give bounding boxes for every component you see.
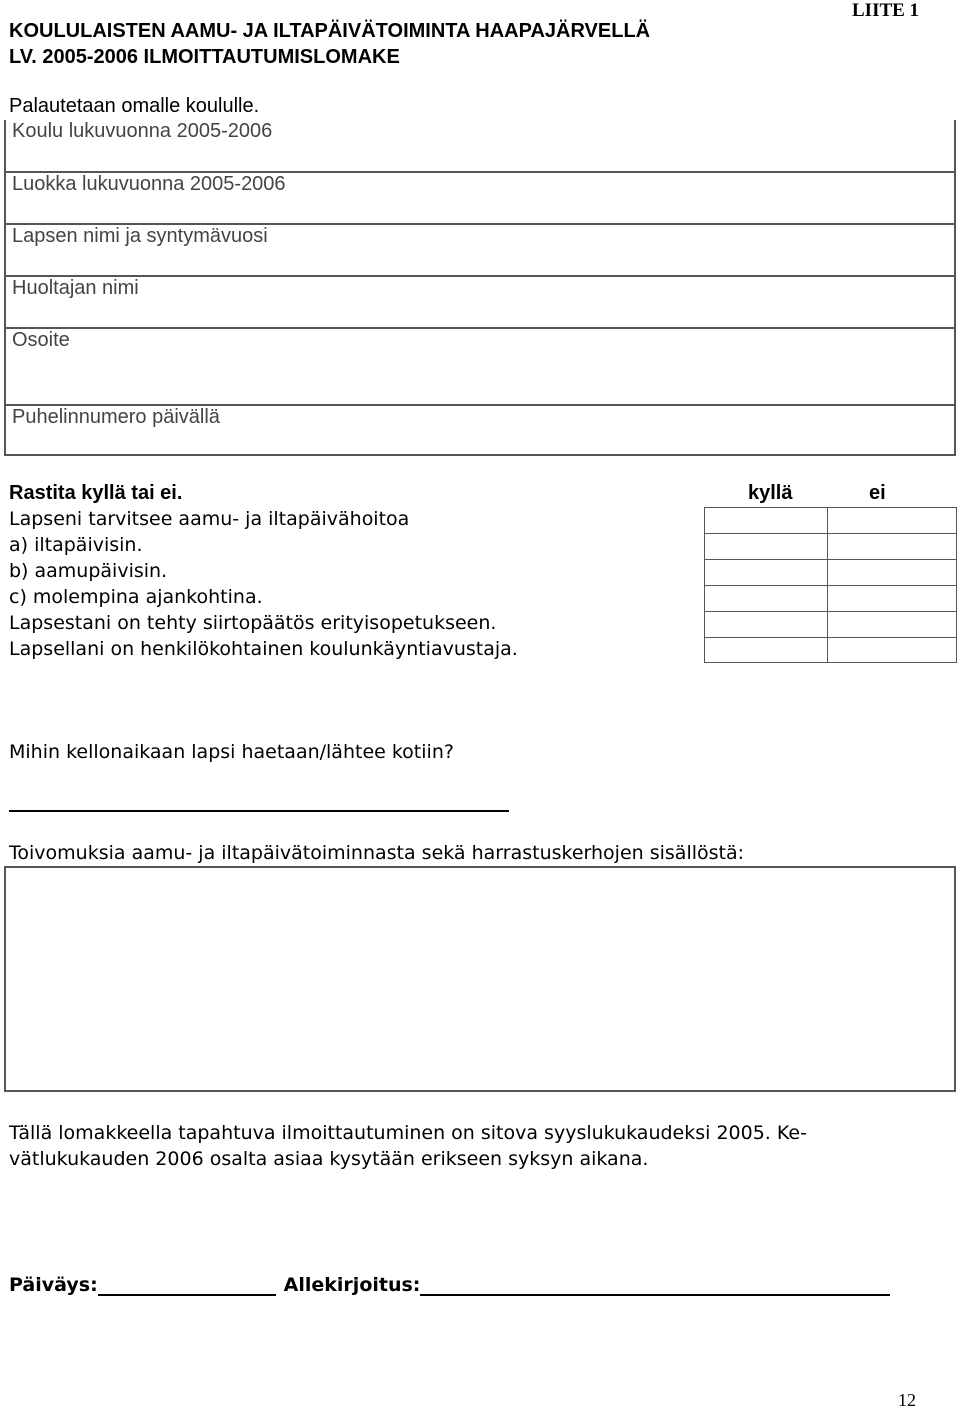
page-number: 12 bbox=[898, 1390, 916, 1410]
date-line[interactable] bbox=[98, 1272, 276, 1296]
signature-line[interactable] bbox=[420, 1272, 890, 1296]
appendix-label: LIITE 1 bbox=[852, 0, 920, 21]
field-guardian-name[interactable]: Huoltajan nimi bbox=[5, 276, 955, 328]
field-phone[interactable]: Puhelinnumero päivällä bbox=[5, 405, 955, 455]
checkbox-row-divider bbox=[704, 533, 957, 534]
notice-line2: vätlukukauden 2006 osalta asiaa kysytään erikseen syksyn aikana. bbox=[9, 1148, 649, 1170]
field-address[interactable]: Osoite bbox=[5, 328, 955, 405]
wishes-label: Toivomuksia aamu- ja iltapäivätoiminnasta sekä harrastuskerhojen sisällöstä: bbox=[9, 842, 745, 864]
checklist-item: Lapsellani on henkilökohtainen koulunkäyntiavustaja. bbox=[9, 638, 518, 660]
intro-text: Palautetaan omalle koululle. bbox=[9, 95, 260, 117]
yes-column-header: kyllä bbox=[748, 482, 793, 504]
wishes-textbox[interactable] bbox=[4, 866, 956, 1092]
checkbox-row-divider bbox=[704, 559, 957, 560]
field-school[interactable]: Koulu lukuvuonna 2005-2006 bbox=[5, 120, 955, 172]
field-child-name[interactable]: Lapsen nimi ja syntymävuosi bbox=[5, 224, 955, 276]
checklist-item: Lapsestani on tehty siirtopäätös erityisopetukseen. bbox=[9, 612, 497, 634]
form-title-line1: KOULULAISTEN AAMU- JA ILTAPÄIVÄTOIMINTA HAAPAJÄRVELLÄ bbox=[9, 20, 651, 42]
checklist-item: Lapseni tarvitsee aamu- ja iltapäivähoitoa bbox=[9, 508, 410, 530]
pickup-question: Mihin kellonaikaan lapsi haetaan/lähtee kotiin? bbox=[9, 741, 454, 763]
no-column-header: ei bbox=[869, 482, 886, 504]
checklist-item: c) molempina ajankohtina. bbox=[9, 586, 263, 608]
checklist-instruction: Rastita kyllä tai ei. bbox=[9, 482, 183, 504]
notice-line1: Tällä lomakkeella tapahtuva ilmoittautuminen on sitova syyslukukaudeksi 2005. Ke- bbox=[9, 1122, 807, 1144]
checkbox-row-divider bbox=[704, 637, 957, 638]
pickup-time-line[interactable] bbox=[9, 810, 509, 812]
checklist-item: a) iltapäivisin. bbox=[9, 534, 143, 556]
checkbox-row-divider bbox=[704, 611, 957, 612]
info-table bbox=[4, 120, 956, 456]
checklist-item: b) aamupäivisin. bbox=[9, 560, 168, 582]
date-label: Päiväys: bbox=[9, 1274, 98, 1296]
checkbox-row-divider bbox=[704, 585, 957, 586]
signature-label: Allekirjoitus: bbox=[283, 1274, 421, 1296]
field-class[interactable]: Luokka lukuvuonna 2005-2006 bbox=[5, 172, 955, 224]
signature-row bbox=[9, 1272, 890, 1296]
form-title-line2: LV. 2005-2006 ILMOITTAUTUMISLOMAKE bbox=[9, 46, 400, 68]
